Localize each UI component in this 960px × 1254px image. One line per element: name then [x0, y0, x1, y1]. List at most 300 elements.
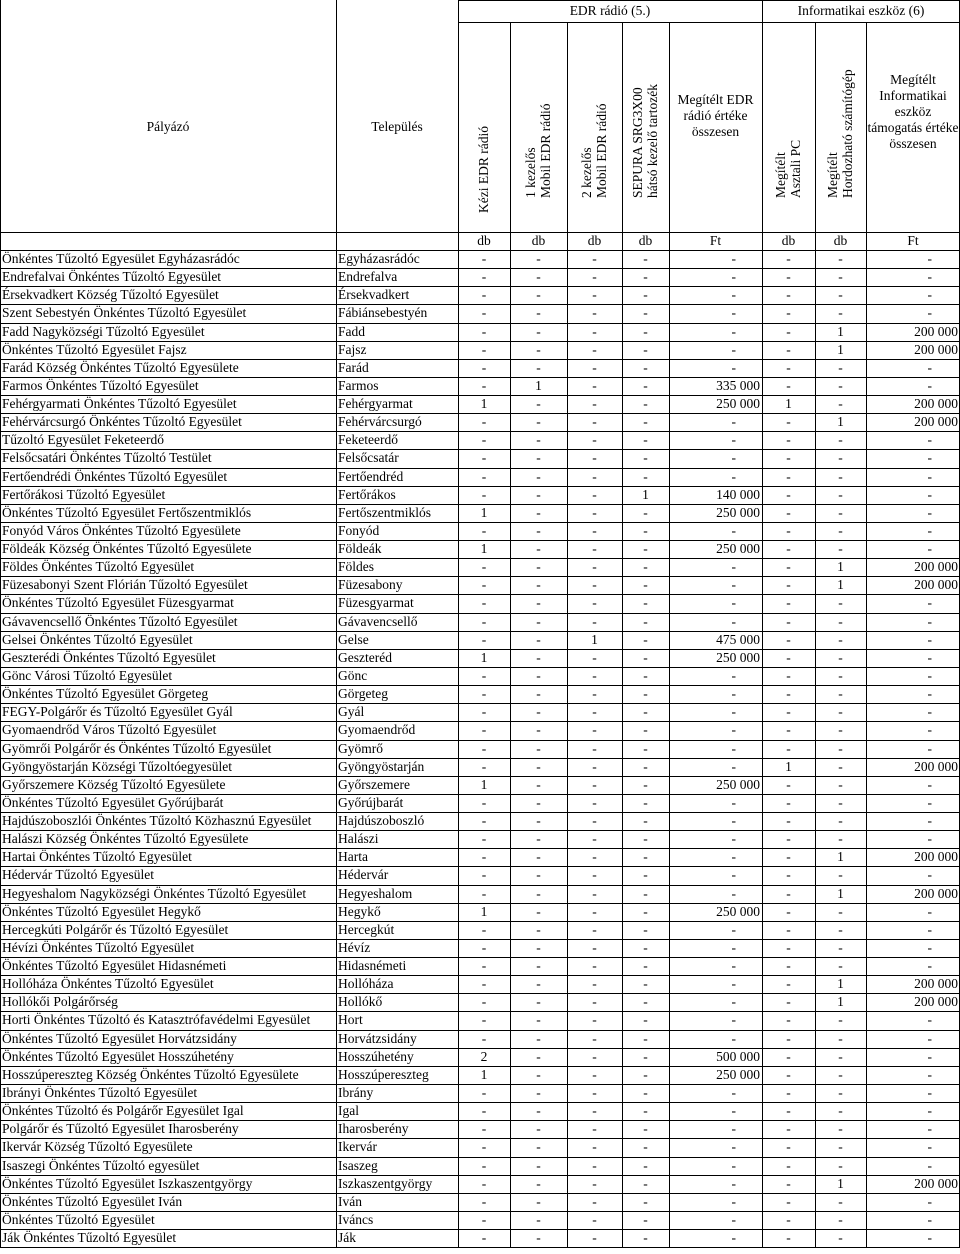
value-cell: - — [592, 305, 597, 321]
value-cell: - — [643, 1066, 648, 1082]
value-cell: - — [786, 1103, 791, 1119]
value-cell: 335 000 — [716, 377, 760, 393]
value-cell: - — [536, 704, 541, 720]
value-cell: - — [643, 921, 648, 937]
applicant-header: Pályázó — [146, 119, 190, 134]
value-cell: - — [927, 794, 932, 810]
value-cell: - — [481, 849, 487, 865]
applicant-name: Horti Önkéntes Tűzoltó és Katasztrófavédelmi Egyesület — [2, 1012, 311, 1028]
edr-value-header: Megítélt EDR rádió értéke összesen — [677, 92, 754, 139]
value-cell: - — [731, 794, 736, 810]
value-cell: - — [643, 323, 648, 339]
value-cell: - — [731, 522, 736, 538]
value-cell: - — [643, 976, 648, 992]
value-cell: 1 — [480, 396, 488, 412]
value-cell: 1 — [480, 903, 488, 919]
value-cell: - — [536, 1121, 541, 1137]
value-cell: - — [592, 359, 597, 375]
unit-label: db — [587, 233, 602, 248]
value-cell: - — [838, 251, 843, 266]
grid-line — [0, 486, 960, 487]
value-cell: - — [927, 867, 932, 883]
value-cell: - — [927, 1157, 932, 1173]
settlement-name: Iváncs — [338, 1211, 374, 1227]
value-cell: - — [838, 831, 843, 847]
handheld-radio-header: Kézi EDR rádió — [476, 126, 491, 213]
settlement-name: Hajdúszoboszló — [338, 813, 425, 829]
unit-label: db — [477, 233, 491, 248]
applicant-name: Önkéntes Tűzoltó Egyesület Horvátzsidány — [2, 1030, 237, 1046]
value-cell: - — [536, 867, 541, 883]
applicant-name: Önkéntes Tűzoltó Egyesület Füzesgyarmat — [2, 595, 234, 611]
value-cell: - — [838, 1230, 843, 1246]
value-cell: - — [927, 831, 932, 847]
value-cell: - — [927, 377, 932, 393]
applicant-name: Szent Sebestyén Önkéntes Tűzoltó Egyesület — [2, 305, 247, 321]
grid-line — [0, 431, 960, 432]
grid-line — [0, 1247, 960, 1248]
value-cell: - — [643, 595, 648, 611]
applicant-name: Gyöngyöstarján Községi Tűzoltóegyesület — [2, 758, 232, 774]
value-cell: - — [481, 341, 487, 357]
value-cell: - — [643, 667, 648, 683]
settlement-name: Hercegkút — [338, 921, 395, 937]
value-cell: - — [927, 903, 932, 919]
value-cell: - — [592, 522, 597, 538]
value-cell: 250 000 — [716, 649, 760, 665]
value-cell: - — [731, 813, 736, 829]
value-cell: - — [536, 1066, 541, 1082]
value-cell: - — [592, 1066, 597, 1082]
settlement-name: Gyömrő — [338, 740, 383, 756]
value-cell: - — [786, 903, 791, 919]
value-cell: - — [481, 1084, 487, 1100]
value-cell: - — [731, 958, 736, 974]
applicant-name: Ják Önkéntes Tűzoltó Egyesület — [2, 1230, 177, 1246]
value-cell: - — [592, 921, 597, 937]
value-cell: - — [927, 813, 932, 829]
settlement-name: Iszkaszentgyörgy — [338, 1175, 433, 1191]
grid-line — [669, 22, 670, 1247]
value-cell: - — [481, 287, 487, 303]
grid-line — [622, 22, 623, 1247]
value-cell: - — [786, 323, 791, 339]
value-cell: - — [731, 921, 736, 937]
value-cell: - — [536, 758, 541, 774]
value-cell: - — [786, 885, 791, 901]
grid-line — [0, 1157, 960, 1158]
value-cell: - — [786, 1066, 791, 1082]
value-cell: - — [481, 359, 487, 375]
value-cell: - — [838, 1048, 843, 1064]
applicant-name: Önkéntes Tűzoltó Egyesület Hidasnémeti — [2, 958, 227, 974]
value-cell: - — [643, 1193, 648, 1209]
settlement-name: Győrszemere — [338, 776, 410, 792]
value-cell: - — [786, 269, 791, 285]
value-cell: - — [927, 1211, 932, 1227]
applicant-name: Önkéntes Tűzoltó és Polgárőr Egyesület Igal — [2, 1103, 244, 1119]
value-cell: 1 — [837, 414, 844, 430]
value-cell: - — [643, 577, 648, 593]
value-cell: - — [481, 921, 487, 937]
value-cell: - — [592, 450, 597, 466]
value-cell: - — [786, 504, 791, 520]
value-cell: - — [536, 976, 541, 992]
grid-line — [0, 395, 960, 396]
settlement-name: Hévíz — [338, 939, 371, 955]
value-cell: - — [481, 831, 487, 847]
value-cell: - — [927, 704, 932, 720]
applicant-name: Fadd Nagyközségi Tűzoltó Egyesület — [2, 323, 205, 339]
value-cell: 1 — [642, 486, 649, 502]
value-cell: - — [481, 686, 487, 702]
settlement-name: Fertőendréd — [338, 468, 404, 484]
value-cell: - — [927, 722, 932, 738]
value-cell: - — [643, 867, 648, 883]
value-cell: - — [927, 740, 932, 756]
value-cell: 200 000 — [914, 885, 958, 901]
value-cell: - — [927, 613, 932, 629]
applicant-name: Önkéntes Tűzoltó Egyesület Fajsz — [2, 341, 187, 357]
value-cell: - — [731, 885, 736, 901]
value-cell: - — [592, 1175, 597, 1191]
value-cell: - — [643, 613, 648, 629]
value-cell: - — [481, 486, 487, 502]
value-cell: 1 — [480, 504, 488, 520]
value-cell: - — [481, 867, 487, 883]
value-cell: - — [838, 359, 843, 375]
value-cell: - — [786, 595, 791, 611]
value-cell: - — [786, 776, 791, 792]
value-cell: - — [592, 1121, 597, 1137]
value-cell: - — [927, 1048, 932, 1064]
unit-label: db — [781, 233, 796, 248]
value-cell: - — [786, 541, 791, 557]
applicant-name: Hercegkúti Polgárőr és Tűzoltó Egyesület — [2, 921, 229, 937]
value-cell: 200 000 — [914, 976, 958, 992]
value-cell: - — [592, 885, 597, 901]
value-cell: - — [536, 595, 541, 611]
value-cell: 200 000 — [914, 559, 958, 575]
grid-line — [0, 613, 960, 614]
value-cell: - — [731, 559, 736, 575]
grid-line — [0, 341, 960, 342]
unit-label: db — [833, 233, 848, 248]
grid-line — [0, 721, 960, 722]
value-cell: - — [838, 1084, 843, 1100]
value-cell: - — [481, 559, 487, 575]
value-cell: - — [786, 305, 791, 321]
value-cell: - — [927, 1030, 932, 1046]
value-cell: - — [643, 468, 648, 484]
grid-line — [815, 22, 816, 1247]
value-cell: - — [536, 885, 541, 901]
value-cell: - — [592, 559, 597, 575]
value-cell: - — [927, 1193, 932, 1209]
applicant-name: Farmos Önkéntes Tűzoltó Egyesület — [2, 377, 199, 393]
value-cell: - — [838, 377, 843, 393]
value-cell: - — [643, 831, 648, 847]
value-cell: - — [592, 396, 597, 412]
value-cell: - — [786, 994, 791, 1010]
value-cell: - — [643, 305, 648, 321]
grid-line — [0, 1138, 960, 1139]
applicant-name: Önkéntes Tűzoltó Egyesület Egyházasrádóc — [2, 251, 240, 266]
value-cell: - — [927, 251, 932, 266]
value-cell: - — [731, 341, 736, 357]
value-cell: - — [643, 813, 648, 829]
value-cell: - — [481, 740, 487, 756]
value-cell: - — [786, 1048, 791, 1064]
value-cell: - — [786, 577, 791, 593]
value-cell: - — [786, 359, 791, 375]
applicant-name: Önkéntes Tűzoltó Egyesület Győrújbarát — [2, 794, 224, 810]
applicant-name: Önkéntes Tűzoltó Egyesület Görgeteg — [2, 686, 209, 702]
applicant-name: Fertőrákosi Tűzoltó Egyesület — [2, 486, 166, 502]
value-cell: - — [536, 921, 541, 937]
applicant-name: Fehérgyarmati Önkéntes Tűzoltó Egyesület — [2, 396, 237, 412]
value-cell: 200 000 — [914, 758, 958, 774]
settlement-name: Hegykő — [338, 903, 381, 919]
grid-line — [0, 758, 960, 759]
value-cell: - — [536, 1157, 541, 1173]
value-cell: - — [838, 686, 843, 702]
settlement-name: Horvátzsidány — [338, 1030, 417, 1046]
value-cell: - — [536, 903, 541, 919]
value-cell: 250 000 — [716, 541, 760, 557]
value-cell: - — [927, 1230, 932, 1246]
settlement-name: Gyomaendrőd — [338, 722, 416, 738]
value-cell: - — [786, 1175, 791, 1191]
settlement-name: Fajsz — [338, 341, 367, 357]
value-cell: - — [536, 450, 541, 466]
applicant-name: Halászi Község Önkéntes Tűzoltó Egyesülete — [2, 831, 249, 847]
value-cell: - — [838, 921, 843, 937]
value-cell: - — [536, 1175, 541, 1191]
value-cell: - — [731, 414, 736, 430]
grid-line — [0, 1193, 960, 1194]
value-cell: - — [927, 595, 932, 611]
value-cell: - — [481, 631, 487, 647]
value-cell: - — [731, 994, 736, 1010]
value-cell: - — [643, 377, 648, 393]
value-cell: - — [838, 1030, 843, 1046]
grid-line — [0, 558, 960, 559]
value-cell: - — [592, 577, 597, 593]
value-cell: - — [536, 849, 541, 865]
settlement-name: Füzesabony — [338, 577, 403, 593]
value-cell: 475 000 — [716, 631, 760, 647]
value-cell: - — [536, 958, 541, 974]
value-cell: - — [481, 1012, 487, 1028]
value-cell: - — [592, 541, 597, 557]
value-cell: - — [536, 813, 541, 829]
grid-line — [0, 413, 960, 414]
value-cell: - — [927, 1084, 932, 1100]
value-cell: - — [643, 1121, 648, 1137]
value-cell: - — [838, 631, 843, 647]
settlement-name: Endrefalva — [338, 269, 398, 285]
value-cell: - — [731, 323, 736, 339]
value-cell: - — [643, 740, 648, 756]
settlement-name: Gelse — [338, 631, 369, 647]
value-cell: - — [536, 1211, 541, 1227]
settlement-header: Település — [371, 119, 423, 134]
settlement-name: Hosszúpereszteg — [338, 1066, 429, 1082]
value-cell: - — [481, 1175, 487, 1191]
settlement-name: Harta — [338, 849, 368, 865]
settlement-name: Fonyód — [338, 522, 380, 538]
value-cell: - — [927, 667, 932, 683]
grid-line — [0, 1011, 960, 1012]
value-cell: - — [838, 486, 843, 502]
grid-line — [0, 449, 960, 450]
applicant-name: Hollókői Polgárőrség — [2, 994, 118, 1010]
value-cell: - — [592, 341, 597, 357]
value-cell: - — [481, 1230, 487, 1246]
settlement-name: Gávavencsellő — [338, 613, 418, 629]
value-cell: - — [481, 885, 487, 901]
settlement-name: Feketeerdő — [338, 432, 398, 448]
grid-line — [0, 921, 960, 922]
value-cell: 250 000 — [716, 903, 760, 919]
applicant-name: Farád Község Önkéntes Tűzoltó Egyesülete — [2, 359, 239, 375]
value-cell: - — [643, 903, 648, 919]
value-cell: - — [536, 631, 541, 647]
value-cell: - — [481, 251, 487, 266]
grid-line — [0, 903, 960, 904]
value-cell: - — [481, 976, 487, 992]
value-cell: - — [731, 450, 736, 466]
grid-line — [0, 703, 960, 704]
value-cell: - — [927, 958, 932, 974]
grid-line — [0, 1120, 960, 1121]
value-cell: - — [536, 1230, 541, 1246]
grid-line — [336, 0, 337, 1247]
value-cell: - — [592, 649, 597, 665]
value-cell: - — [536, 939, 541, 955]
value-cell: - — [786, 1084, 791, 1100]
value-cell: - — [592, 432, 597, 448]
value-cell: - — [643, 341, 648, 357]
settlement-name: Iharosberény — [338, 1121, 409, 1137]
value-cell: - — [643, 794, 648, 810]
value-cell: - — [481, 450, 487, 466]
value-cell: 200 000 — [914, 994, 958, 1010]
value-cell: - — [592, 939, 597, 955]
settlement-name: Hédervár — [338, 867, 389, 883]
value-cell: - — [481, 468, 487, 484]
grid-line — [0, 794, 960, 795]
grid-line — [0, 631, 960, 632]
value-cell: - — [786, 867, 791, 883]
grid-line — [0, 957, 960, 958]
value-cell: - — [481, 432, 487, 448]
sepura-accessory-header: SEPURA SRG3X00 hátsó kezelő tartozék — [629, 84, 660, 198]
settlement-name: Győrújbarát — [338, 794, 404, 810]
applicant-name: Földeák Község Önkéntes Tűzoltó Egyesülete — [2, 541, 252, 557]
value-cell: - — [592, 377, 597, 393]
value-cell: - — [592, 831, 597, 847]
value-cell: - — [536, 1030, 541, 1046]
value-cell: - — [536, 1048, 541, 1064]
value-cell: - — [592, 794, 597, 810]
value-cell: - — [643, 1139, 648, 1155]
value-cell: 140 000 — [716, 486, 760, 502]
grid-line — [0, 576, 960, 577]
value-cell: - — [536, 831, 541, 847]
value-cell: - — [838, 1103, 843, 1119]
value-cell: - — [592, 613, 597, 629]
value-cell: - — [481, 1103, 487, 1119]
grid-line — [0, 685, 960, 686]
value-cell: 250 000 — [716, 504, 760, 520]
value-cell: - — [481, 1121, 487, 1137]
value-cell: - — [927, 649, 932, 665]
value-cell: 200 000 — [914, 849, 958, 865]
value-cell: - — [592, 849, 597, 865]
value-cell: - — [731, 667, 736, 683]
value-cell: 2 — [480, 1048, 488, 1064]
value-cell: - — [592, 1048, 597, 1064]
grid-line — [762, 0, 763, 1247]
value-cell: - — [838, 867, 843, 883]
settlement-name: Ják — [338, 1230, 356, 1246]
applicant-name: Tűzoltó Egyesület Feketeerdő — [2, 432, 164, 448]
value-cell: - — [838, 613, 843, 629]
value-cell: - — [838, 667, 843, 683]
applicant-name: Gyomaendrőd Város Tűzoltó Egyesület — [2, 722, 217, 738]
grid-line — [0, 594, 960, 595]
value-cell: - — [643, 722, 648, 738]
value-cell: - — [643, 1084, 648, 1100]
grid-line — [0, 286, 960, 287]
settlement-name: Fehérgyarmat — [338, 396, 413, 412]
value-cell: - — [643, 396, 648, 412]
value-cell: - — [786, 1193, 791, 1209]
settlement-name: Görgeteg — [338, 686, 388, 702]
applicant-name: Gönc Városi Tűzoltó Egyesület — [2, 667, 173, 683]
value-cell: - — [592, 667, 597, 683]
edr-group-header: EDR rádió (5.) — [569, 3, 651, 18]
value-cell: - — [731, 1121, 736, 1137]
value-cell: - — [592, 595, 597, 611]
applicant-name: Ibrányi Önkéntes Tűzoltó Egyesület — [2, 1084, 198, 1100]
value-cell: - — [643, 414, 648, 430]
grid-line — [510, 22, 511, 1247]
value-cell: - — [481, 704, 487, 720]
value-cell: - — [927, 776, 932, 792]
value-cell: - — [786, 1230, 791, 1246]
value-cell: - — [643, 541, 648, 557]
value-cell: - — [731, 577, 736, 593]
value-cell: - — [481, 813, 487, 829]
value-cell: 1 — [480, 649, 488, 665]
value-cell: - — [838, 649, 843, 665]
value-cell: - — [838, 541, 843, 557]
grid-line — [0, 848, 960, 849]
settlement-name: Geszteréd — [338, 649, 392, 665]
value-cell: - — [592, 1139, 597, 1155]
value-cell: - — [786, 613, 791, 629]
applicant-name: Polgárőr és Tűzoltó Egyesület Iharosberény — [2, 1121, 239, 1137]
applicant-name: Geszterédi Önkéntes Tűzoltó Egyesület — [2, 649, 216, 665]
value-cell: - — [592, 867, 597, 883]
grid-line — [866, 22, 867, 1247]
value-cell: - — [927, 287, 932, 303]
applicant-name: Endrefalvai Önkéntes Tűzoltó Egyesület — [2, 269, 222, 285]
applicant-name: Felsőcsatári Önkéntes Tűzoltó Testület — [2, 450, 212, 466]
